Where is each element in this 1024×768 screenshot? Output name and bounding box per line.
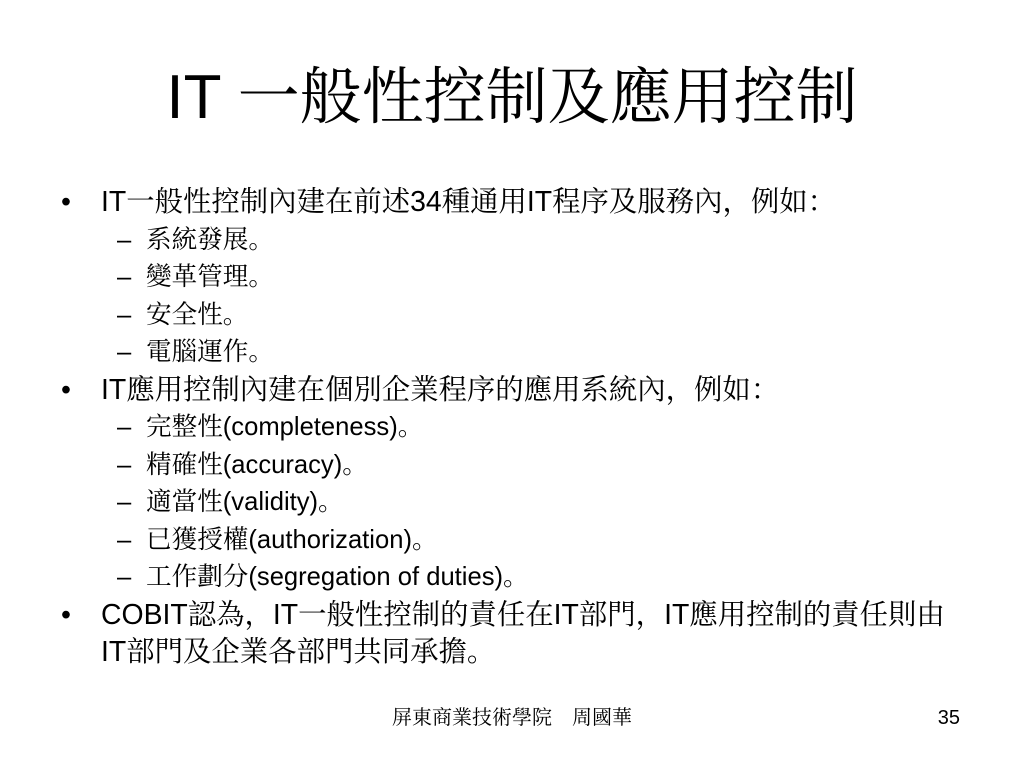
bullet-item [0, 597, 1024, 635]
sub-bullet-text: 精確性(accuracy)。 [146, 450, 368, 479]
sub-bullet-item [0, 222, 1024, 260]
sub-bullet-text: 工作劃分(segregation of duties)。 [146, 563, 529, 591]
sub-bullet-text: 系統發展。 [146, 225, 274, 254]
footer-text: 屏東商業技術學院 周國華 [392, 707, 632, 729]
sub-bullet-marker: – [117, 338, 132, 366]
sub-bullet-marker: – [117, 300, 132, 329]
sub-bullet-marker: – [117, 450, 132, 479]
bullet-text: IT一般性控制內建在前述34種通用IT程序及服務內，例如： [101, 186, 837, 218]
bullet-continuation [0, 634, 1024, 672]
sub-bullet-text: 已獲授權(authorization)。 [146, 525, 438, 554]
bullet-text-line-2: IT部門及企業各部門共同承擔。 [101, 636, 496, 668]
sub-bullet-marker: – [117, 225, 132, 254]
bullet-list [0, 184, 1024, 672]
sub-bullet-item [0, 409, 1024, 447]
page-number: 35 [937, 707, 960, 729]
sub-bullet-marker: – [117, 263, 132, 291]
bullet-marker: • [61, 373, 71, 406]
sub-bullet-item [0, 522, 1024, 560]
sub-bullet-text: 電腦運作。 [146, 338, 274, 366]
sub-bullet-text: 安全性。 [146, 300, 249, 329]
sub-bullet-text: 變革管理。 [146, 263, 274, 291]
slide-title: IT 一般性控制及應用控制 [166, 63, 858, 132]
sub-bullet-item [0, 447, 1024, 485]
bullet-text-line-1: COBIT認為，IT一般性控制的責任在IT部門，IT應用控制的責任則由 [101, 598, 945, 631]
bullet-marker: • [61, 598, 71, 631]
sub-bullet-marker: – [117, 525, 132, 554]
sub-bullet-marker: – [117, 488, 132, 516]
sub-bullet-marker: – [117, 413, 132, 441]
bullet-item [0, 372, 1024, 410]
bullet-text: IT應用控制內建在個別企業程序的應用系統內，例如： [101, 373, 780, 406]
bullet-marker: • [61, 186, 71, 218]
sub-bullet-item [0, 297, 1024, 335]
sub-bullet-item [0, 334, 1024, 372]
sub-bullet-item [0, 259, 1024, 297]
sub-bullet-marker: – [117, 563, 132, 591]
sub-bullet-text: 完整性(completeness)。 [146, 413, 424, 441]
sub-bullet-item [0, 559, 1024, 597]
sub-bullet-text: 適當性(validity)。 [146, 488, 344, 516]
bullet-item [0, 184, 1024, 222]
sub-bullet-item [0, 484, 1024, 522]
